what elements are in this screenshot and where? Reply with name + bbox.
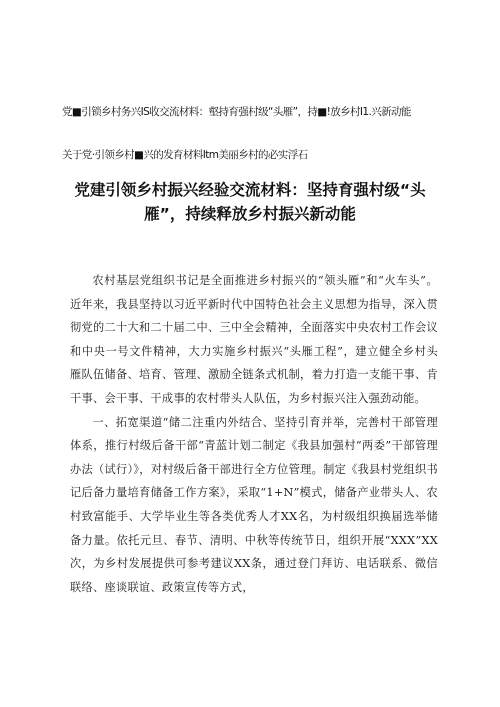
document-title: 党建引领乡村振兴经验交流材料：坚持育强村级“头雁”，持续释放乡村振兴新动能 — [74, 181, 426, 223]
document-body — [70, 269, 438, 599]
paragraph-intro: 农村基层党组织书记是全面推进乡村振兴的“领头雁”和“火车头”。近年来，我县坚持以习近平新时代中国特色社会主义思想为指导，深入贯彻党的二十大和二十届二中、三中全会精神，全面落实中央农村工作会议和中央一号文件精神，大力实施乡村振兴“头雁工程”，建立健全乡村头雁队伍储备、培育、管理、激励全链条式机制，着力打造一支能干事、肯干事、会干事、干成事的农村带头人队伍，为乡村振兴注入强劲动能。 — [70, 274, 438, 405]
header-line-2: 关于党·引领乡村■兴的发育材料Itm美丽乡村的必实浮石 — [62, 149, 308, 161]
paragraph-section-1: 一、拓宽渠道“储二注重内外结合、坚持引育并举，完善村干部管理体系，推行村级后备干部“青蓝计划二制定《我县加强村“两委”干部管理办法（试行）》，对村级后备干部进行全方位管理。制定《我县村党组织书记后备力量培育储备工作方案》，采取“1+N”模式，储备产业带头人、农村致富能手、大学毕业生等各类优秀人才XX名，为村级组织换届选举储备力量。依托元旦、春节、清明、中秋等传统节日，组织开展“XXX”XX次，为乡村发展提供可参考建议XX条，通过登门拜访、电话联系、微信联络、座谈联谊、政策宣传等方式， — [70, 415, 438, 594]
header-line-1: 党■引锁乡村务兴IS收交流材料：壑持育强村级“头雁”，持■!放乡村I1.兴新动能 — [62, 106, 411, 118]
